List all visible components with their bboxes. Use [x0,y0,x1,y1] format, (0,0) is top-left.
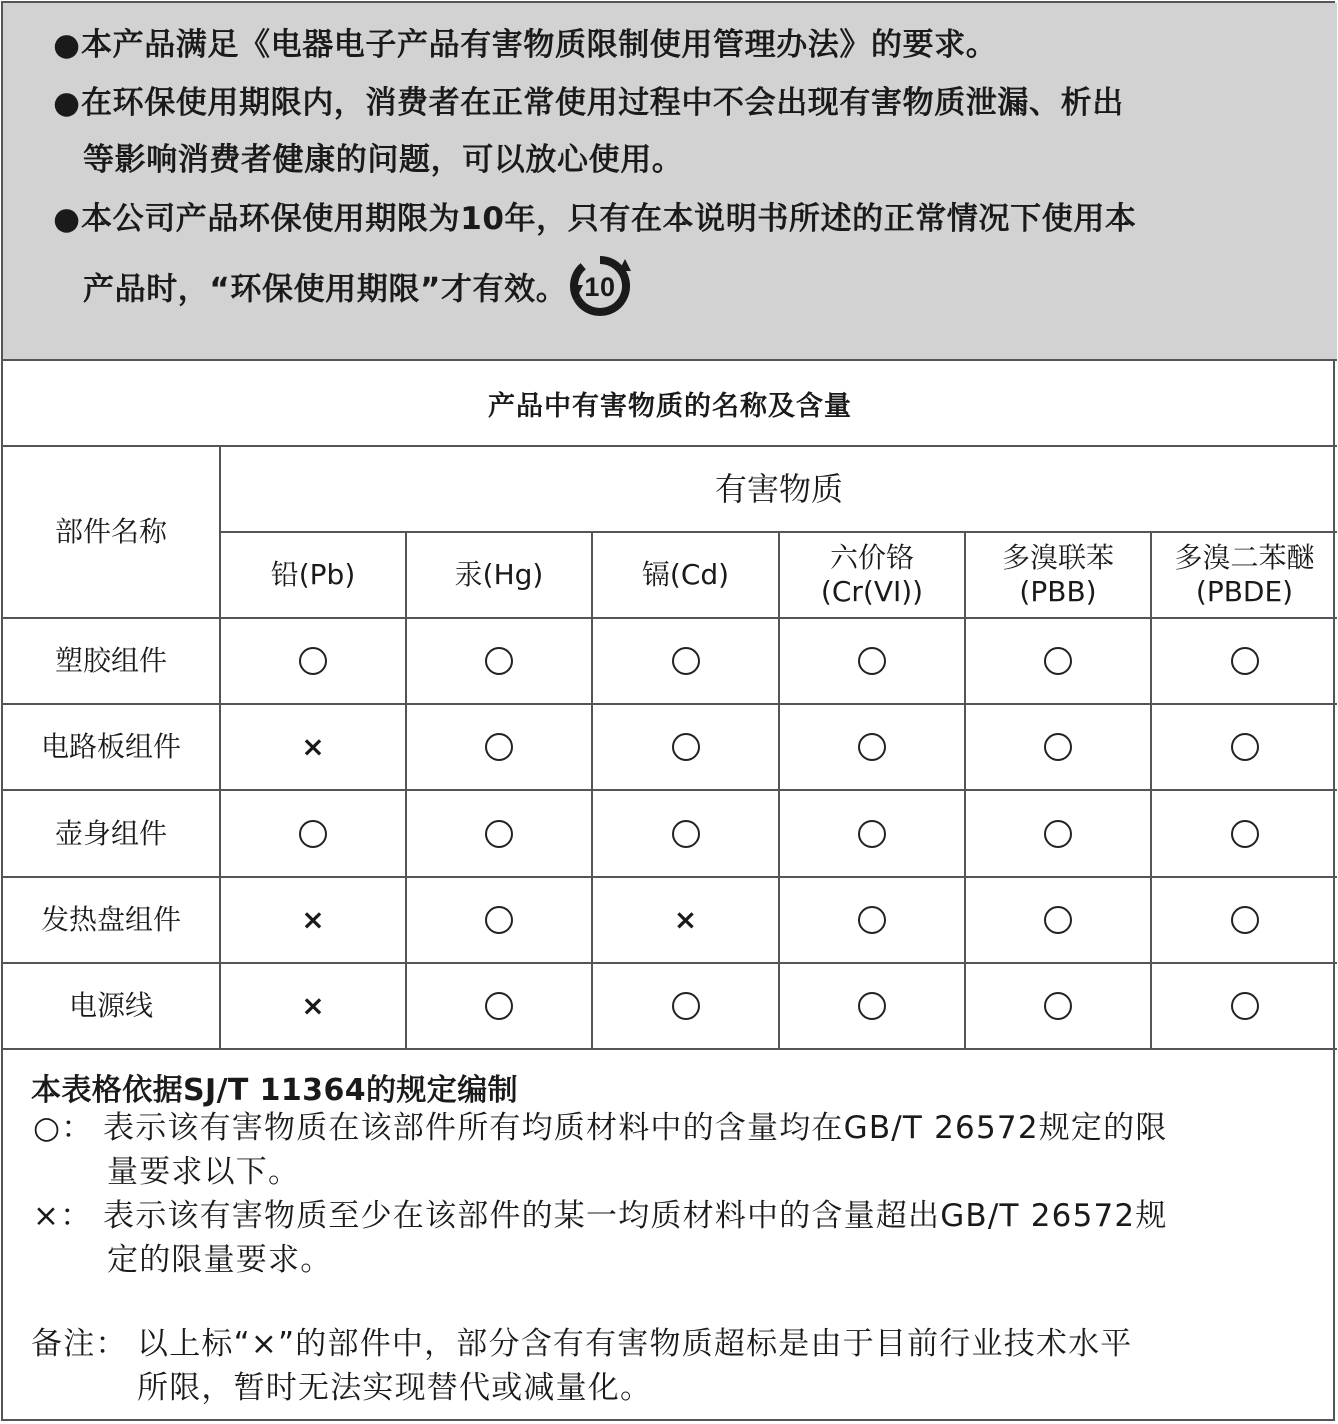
compliant-circle-mark [672,647,700,675]
substance-mark-cell [593,619,778,703]
substance-mark-cell [407,964,591,1048]
substance-mark-cell [966,619,1150,703]
compliant-circle-mark [1231,733,1259,761]
substance-header [1152,533,1337,617]
notice-item-2-continued: 等影响消费者健康的问题，可以放心使用。 [83,142,684,178]
compliant-circle-mark [1231,647,1259,675]
compliant-circle-mark [1231,992,1259,1020]
substance-mark-cell [407,619,591,703]
substance-mark-cell [221,619,405,703]
notice-item-2 [53,83,1124,123]
notice-panel [3,3,1337,361]
substance-mark-cell [966,705,1150,789]
notice-text: 产品时，“环保使用期限”才有效。 [83,271,568,308]
substance-name: 多溴二苯醚 [1174,541,1315,574]
substance-mark-cell [1152,619,1337,703]
exceeds-cross-mark: × [673,903,698,936]
exceeds-cross-mark: × [301,903,325,936]
compliant-circle-mark [858,992,886,1020]
compliant-circle-mark [1231,820,1259,848]
substance-mark-cell [780,878,964,962]
remark-label: 备注： [31,1326,128,1362]
substance-mark-cell [966,791,1150,876]
part-name-cell: 发热盘组件 [40,903,181,936]
compliant-circle-mark [858,733,886,761]
remark-text-continued: 所限，暂时无法实现替代或减量化。 [137,1370,653,1406]
compliant-circle-mark [485,647,513,675]
part-name-header: 部件名称 [54,515,167,548]
legend-o-symbol: ○： [33,1110,94,1146]
compliant-circle-mark [858,906,886,934]
document-frame [1,1,1335,1421]
compliant-circle-mark [485,992,513,1020]
substance-mark-cell [1152,964,1337,1048]
compliant-circle-mark [1231,906,1259,934]
legend-x-text-continued: 定的限量要求。 [107,1242,333,1278]
compliant-circle-mark [299,820,327,848]
bullet-icon: ● [53,85,81,121]
table-title: 产品中有害物质的名称及含量 [3,361,1337,447]
substance-header [780,533,964,617]
notes-heading: 本表格依据SJ/T 11364的规定编制 [31,1073,519,1108]
substance-name: 铅(Pb) [270,558,356,591]
substance-mark-cell [221,964,405,1048]
substance-mark-cell [780,705,964,789]
part-name-cell: 壶身组件 [54,816,167,850]
compliant-circle-mark [299,647,327,675]
substance-name: 六价铬 [829,541,914,574]
substance-mark-cell [780,964,964,1048]
compliant-circle-mark [485,733,513,761]
epup-number: 10 [584,272,616,302]
bullet-icon: ● [53,27,81,63]
compliant-circle-mark [672,820,700,848]
substance-name: 镉(Cd) [641,558,730,591]
compliant-circle-mark [672,733,700,761]
exceeds-cross-mark: × [301,989,325,1022]
substance-mark-cell [780,791,964,876]
substance-mark-cell [966,964,1150,1048]
hazardous-substances-header: 有害物质 [714,470,843,508]
remark-text: 以上标“×”的部件中，部分含有有害物质超标是由于目前行业技术水平 [137,1326,1133,1362]
notice-text: 本公司产品环保使用期限为10年，只有在本说明书所述的正常情况下使用本 [81,201,1137,237]
substance-symbol: (PBB) [1019,575,1097,608]
substance-mark-cell [221,705,405,789]
legend-o-text-continued: 量要求以下。 [107,1154,301,1190]
environment-protection-use-period-icon [569,255,631,327]
substance-mark-cell [1152,878,1337,962]
legend-x-symbol: ×： [33,1198,93,1234]
legend-x-text: 表示该有害物质至少在该部件的某一均质材料中的含量超出GB/T 26572规 [103,1198,1168,1234]
legend-o-text: 表示该有害物质在该部件所有均质材料中的含量均在GB/T 26572规定的限 [103,1110,1168,1146]
compliant-circle-mark [1044,992,1072,1020]
table-divider [3,1048,1337,1050]
compliant-circle-mark [1044,647,1072,675]
substance-mark-cell [221,878,405,962]
substance-mark-cell [407,705,591,789]
part-name-cell: 电路板组件 [40,730,181,763]
substance-symbol: (Cr(VI)) [820,575,924,608]
substance-name: 汞(Hg) [454,558,544,591]
compliant-circle-mark [858,647,886,675]
bullet-icon: ● [53,201,81,237]
notice-text: 本产品满足《电器电子产品有害物质限制使用管理办法》的要求。 [81,27,998,63]
notice-text: 在环保使用期限内，消费者在正常使用过程中不会出现有害物质泄漏、析出 [81,85,1124,121]
compliant-circle-mark [1044,820,1072,848]
substance-mark-cell [593,791,778,876]
part-name-cell: 塑胶组件 [54,644,167,677]
notice-item-3 [53,199,1137,239]
substance-mark-cell [780,619,964,703]
substance-mark-cell [1152,705,1337,789]
substance-mark-cell [593,964,778,1048]
substance-mark-cell [966,878,1150,962]
notice-item-3-continued [83,255,631,327]
exceeds-cross-mark: × [301,730,325,763]
substance-mark-cell [221,791,405,876]
compliant-circle-mark [1044,906,1072,934]
compliant-circle-mark [1044,733,1072,761]
substance-header [966,533,1150,617]
compliant-circle-mark [858,820,886,848]
compliant-circle-mark [485,906,513,934]
substance-header [593,533,778,617]
substance-symbol: (PBDE) [1195,575,1294,608]
substance-mark-cell [593,878,778,962]
substance-mark-cell [1152,791,1337,876]
compliant-circle-mark [672,992,700,1020]
part-name-cell: 电源线 [68,989,153,1022]
compliant-circle-mark [485,820,513,848]
substance-header [221,533,405,617]
substance-mark-cell [593,705,778,789]
substance-mark-cell [407,791,591,876]
substance-header [407,533,591,617]
substance-name: 多溴联苯 [1001,541,1114,574]
substance-mark-cell [407,878,591,962]
notice-item-1 [53,25,997,65]
